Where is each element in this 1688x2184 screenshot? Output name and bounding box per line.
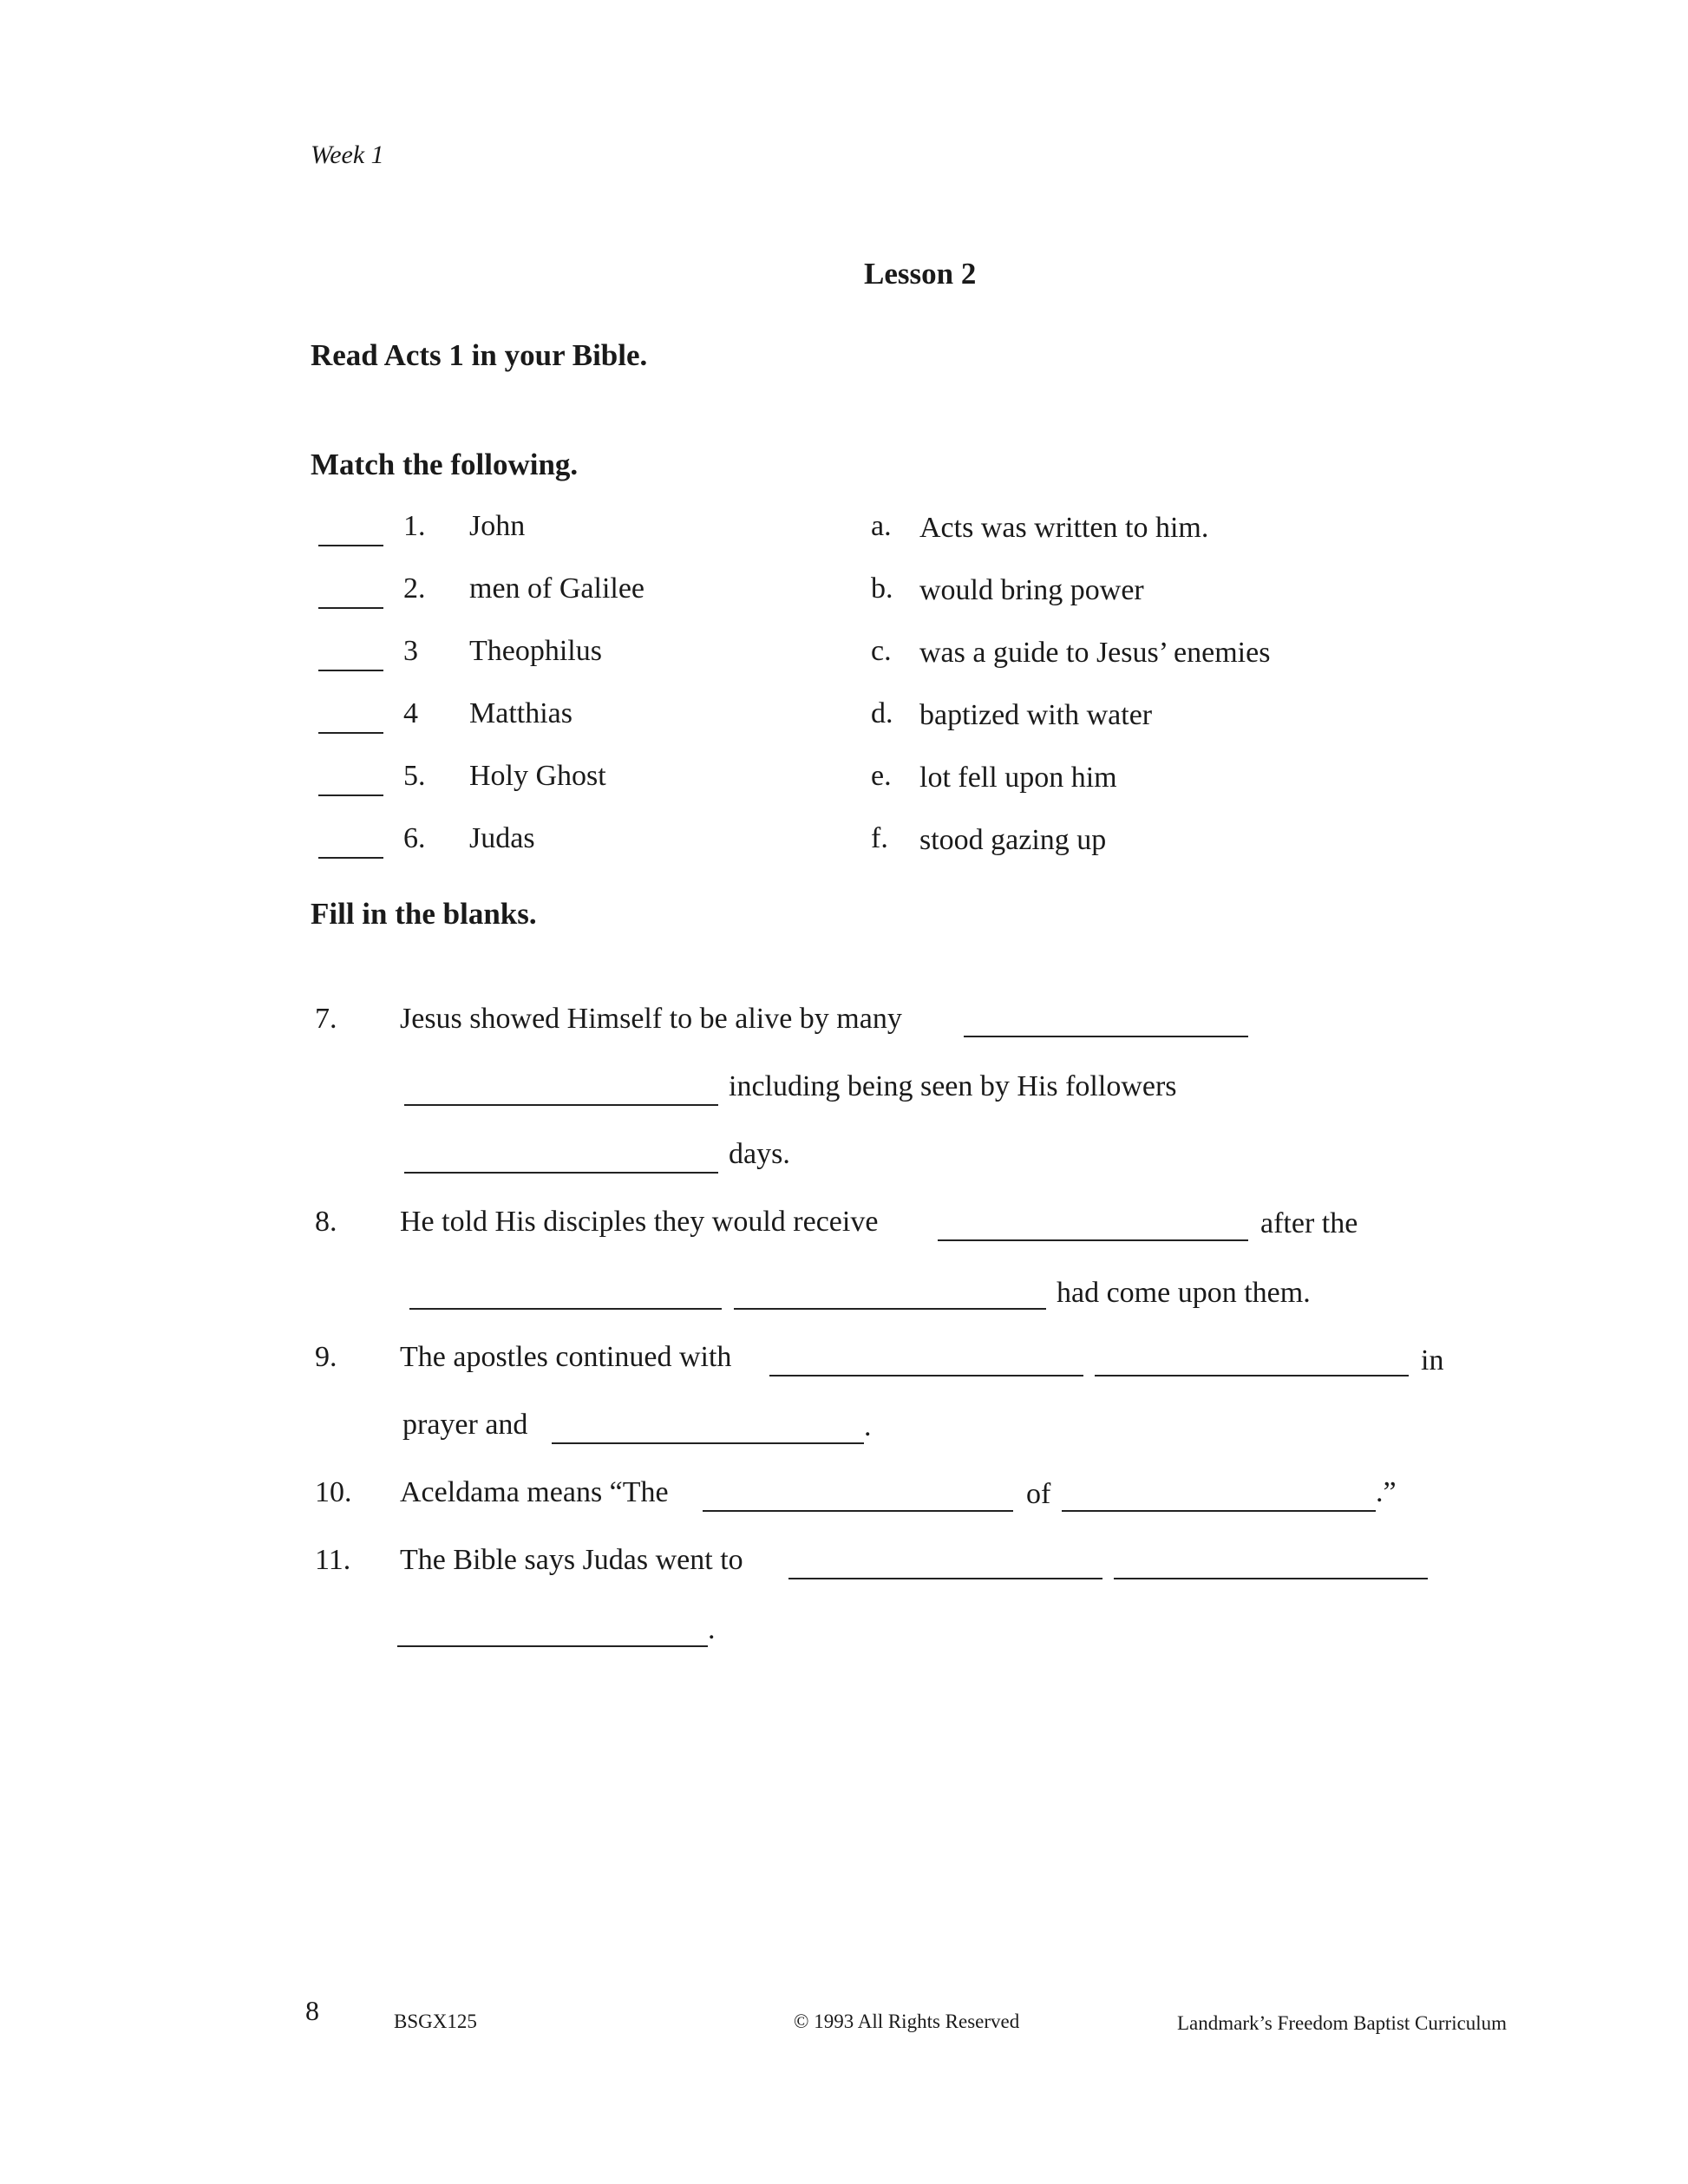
question-text: of — [1026, 1478, 1051, 1510]
answer-blank[interactable] — [1095, 1375, 1409, 1376]
item-number: 4 — [403, 697, 418, 729]
question-number: 11. — [315, 1544, 351, 1576]
question-text: in — [1421, 1344, 1444, 1376]
question-text: including being seen by His followers — [729, 1070, 1177, 1102]
choice-text: would bring power — [919, 574, 1144, 606]
answer-blank[interactable] — [552, 1442, 864, 1444]
question-text: . — [864, 1410, 872, 1442]
answer-blank[interactable] — [397, 1645, 708, 1647]
question-text: Aceldama means “The — [400, 1476, 669, 1508]
item-term: Theophilus — [469, 635, 602, 667]
answer-blank[interactable] — [703, 1510, 1013, 1512]
week-label: Week 1 — [311, 141, 384, 169]
answer-blank[interactable] — [318, 857, 383, 859]
course-code: BSGX125 — [394, 2011, 477, 2032]
choice-text: lot fell upon him — [919, 762, 1117, 794]
answer-blank[interactable] — [1114, 1578, 1428, 1579]
item-number: 3 — [403, 635, 418, 667]
answer-blank[interactable] — [404, 1104, 718, 1106]
item-term: men of Galilee — [469, 572, 645, 605]
choice-text: stood gazing up — [919, 824, 1107, 856]
question-number: 10. — [315, 1476, 352, 1508]
item-term: Holy Ghost — [469, 760, 606, 792]
matching-row — [0, 635, 1688, 678]
choice-letter: c. — [871, 635, 892, 667]
lesson-title: Lesson 2 — [864, 257, 977, 291]
answer-blank[interactable] — [318, 732, 383, 734]
item-number: 2. — [403, 572, 426, 605]
question-text: He told His disciples they would receive — [400, 1206, 879, 1238]
item-term: Matthias — [469, 697, 572, 729]
answer-blank[interactable] — [318, 670, 383, 671]
choice-text: was a guide to Jesus’ enemies — [919, 637, 1271, 669]
choice-letter: d. — [871, 697, 893, 729]
answer-blank[interactable] — [318, 794, 383, 796]
fill-blanks-heading: Fill in the blanks. — [311, 897, 537, 931]
item-term: Judas — [469, 822, 535, 854]
choice-text: baptized with water — [919, 699, 1153, 731]
item-number: 1. — [403, 510, 426, 542]
matching-row — [0, 510, 1688, 553]
question-number: 9. — [315, 1341, 337, 1373]
question-text: . — [708, 1613, 716, 1645]
publisher-name: Landmark’s Freedom Baptist Curriculum — [1177, 2012, 1508, 2034]
answer-blank[interactable] — [788, 1578, 1102, 1579]
choice-text: Acts was written to him. — [919, 512, 1209, 544]
answer-blank[interactable] — [938, 1239, 1248, 1241]
question-text: had come upon them. — [1057, 1277, 1311, 1309]
answer-blank[interactable] — [404, 1172, 718, 1174]
answer-blank[interactable] — [1062, 1510, 1376, 1512]
question-text: days. — [729, 1138, 790, 1170]
copyright: © 1993 All Rights Reserved — [794, 2011, 1020, 2032]
question-text: The Bible says Judas went to — [400, 1544, 743, 1576]
reading-instruction: Read Acts 1 in your Bible. — [311, 338, 648, 372]
answer-blank[interactable] — [318, 545, 383, 546]
answer-blank[interactable] — [409, 1308, 722, 1310]
question-text: prayer and — [402, 1409, 528, 1441]
question-number: 7. — [315, 1003, 337, 1035]
choice-letter: e. — [871, 760, 892, 792]
item-number: 5. — [403, 760, 426, 792]
matching-heading: Match the following. — [311, 448, 579, 481]
matching-row — [0, 697, 1688, 741]
choice-letter: f. — [871, 822, 888, 854]
answer-blank[interactable] — [318, 607, 383, 609]
matching-row — [0, 822, 1688, 866]
item-number: 6. — [403, 822, 426, 854]
item-term: John — [469, 510, 526, 542]
question-text: .” — [1376, 1476, 1397, 1508]
answer-blank[interactable] — [769, 1375, 1083, 1376]
question-text: after the — [1260, 1207, 1358, 1239]
page-number: 8 — [305, 1995, 319, 2026]
choice-letter: b. — [871, 572, 893, 605]
choice-letter: a. — [871, 510, 892, 542]
matching-row — [0, 572, 1688, 616]
question-number: 8. — [315, 1206, 337, 1238]
question-text: The apostles continued with — [400, 1341, 732, 1373]
matching-row — [0, 760, 1688, 803]
question-text: Jesus showed Himself to be alive by many — [400, 1003, 902, 1035]
answer-blank[interactable] — [734, 1308, 1046, 1310]
answer-blank[interactable] — [964, 1036, 1248, 1037]
